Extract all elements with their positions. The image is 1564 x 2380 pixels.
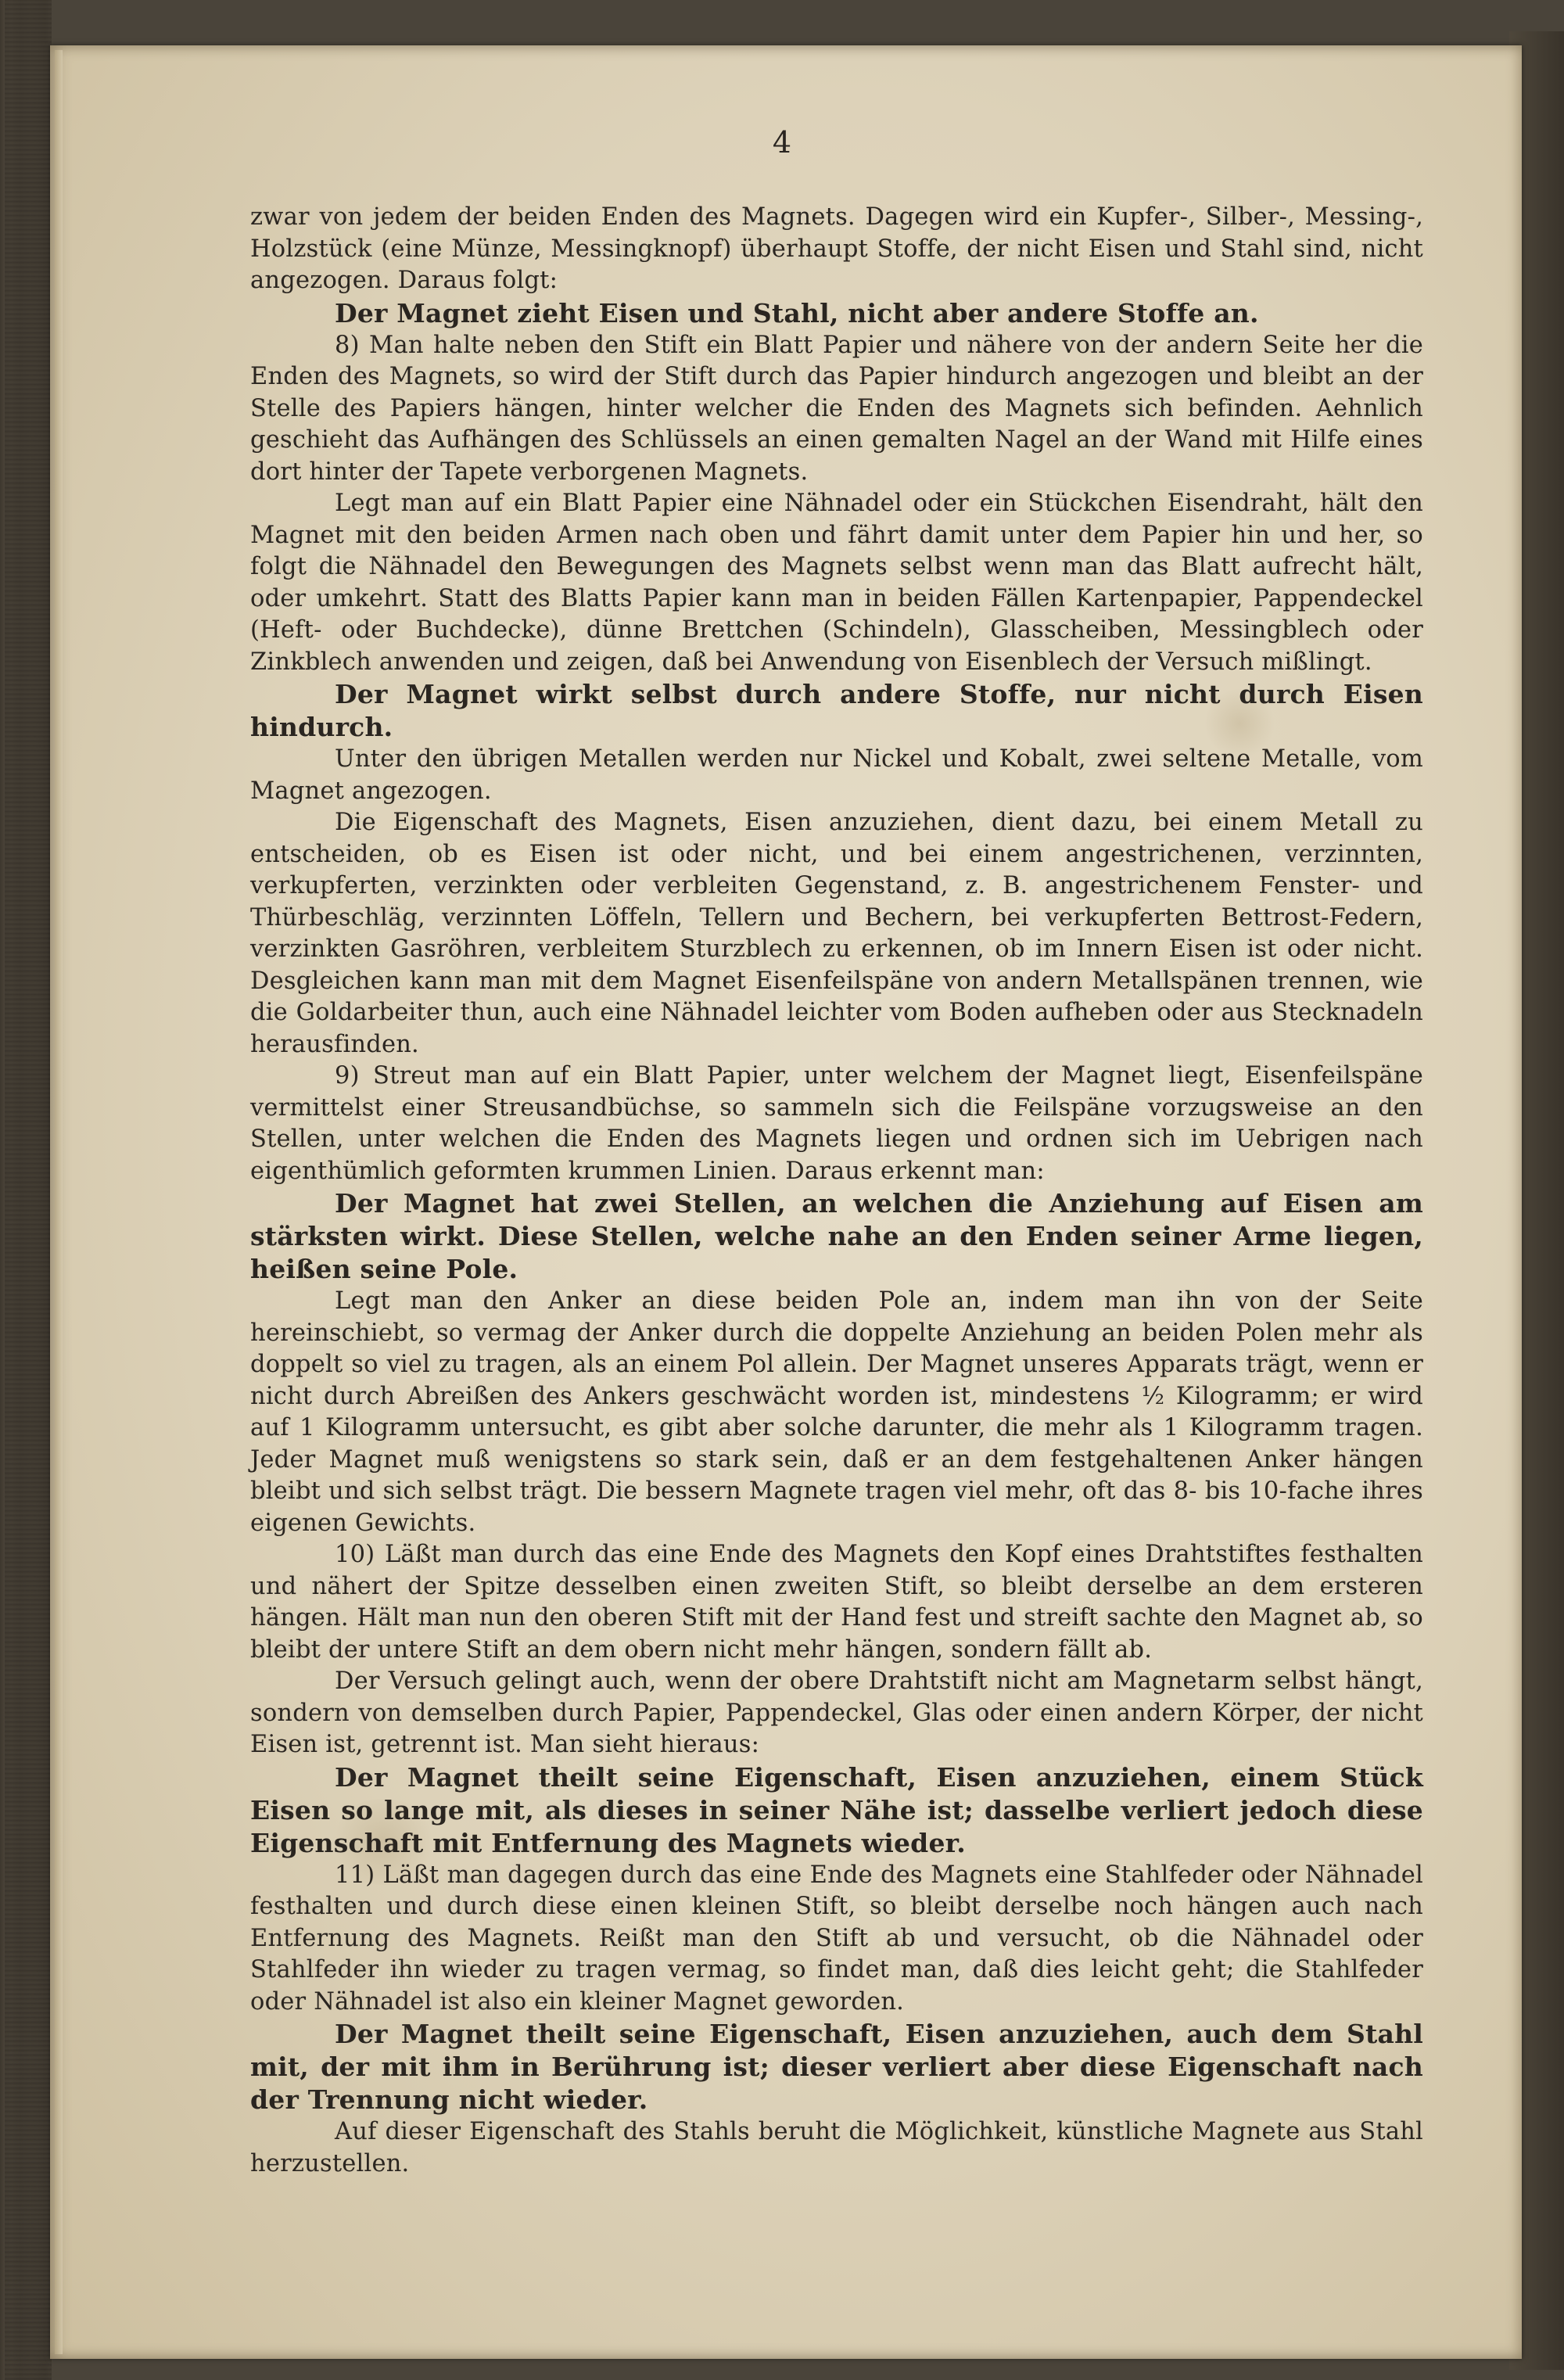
paragraph: Die Eigenschaft des Magnets, Eisen anzuziehen, dient dazu, bei einem Metall zu entscheiden, ob es Eisen ist oder nicht, und bei einem angestrichenen, verzinnten, verkupferten, verzinkten oder verbleiten Gegenstand, z. B. angestrichenem Fenster- und Thürbeschläg, verzinnten Löffeln, Tellern und Bechern, bei verkupferten Bettrost-Federn, verzinkten Gasröhren, verbleitem Sturzblech zu erkennen, ob im Innern Eisen ist oder nicht. Desgleichen kann man mit dem Magnet Eisenfeilspäne von andern Metallspänen trennen, wie die Goldarbeiter thun, auch eine Nähnadel leichter vom Boden aufheben oder aus Stecknadeln herausfinden. <box>250 809 1423 1058</box>
page-body <box>250 202 1423 2180</box>
bold-statement: Der Magnet wirkt selbst durch andere Stoffe, nur nicht durch Eisen hindurch. <box>250 679 1423 742</box>
paragraph: 9) Streut man auf ein Blatt Papier, unter welchem der Magnet liegt, Eisenfeilspäne vermittelst einer Streusandbüchse, so sammeln sich die Feilspäne vorzugsweise an den Stellen, unter welchen die Enden des Magnets liegen und ordnen sich im Uebrigen nach eigenthümlich geformten krummen Linien. Daraus erkennt man: <box>250 1062 1423 1185</box>
bold-statement: Der Magnet zieht Eisen und Stahl, nicht aber andere Stoffe an. <box>335 297 1259 328</box>
paragraph: Auf dieser Eigenschaft des Stahls beruht die Möglichkeit, künstliche Magnete aus Stahl herzustellen. <box>250 2118 1423 2177</box>
paragraph: Unter den übrigen Metallen werden nur Nickel und Kobalt, zwei seltene Metalle, vom Magnet angezogen. <box>250 745 1423 805</box>
bold-statement: Der Magnet theilt seine Eigenschaft, Eisen anzuziehen, auch dem Stahl mit, der mit ihm in Berührung ist; dieser verliert aber diese Eigenschaft nach der Trennung nicht wieder. <box>250 2019 1423 2115</box>
paragraph: Legt man den Anker an diese beiden Pole an, indem man ihn von der Seite hereinschiebt, so vermag der Anker durch die doppelte Anziehung an beiden Polen mehr als doppelt so viel zu tragen, als an einem Pol allein. Der Magnet unseres Apparats trägt, wenn er nicht durch Abreißen des Ankers geschwächt worden ist, mindestens ½ Kilogramm; er wird auf 1 Kilogramm untersucht, es gibt aber solche darunter, die mehr als 1 Kilogramm tragen. Jeder Magnet muß wenigstens so stark sein, daß er an dem festgehaltenen Anker hängen bleibt und sich selbst trägt. Die bessern Magnete tragen viel mehr, oft das 8- bis 10-fache ihres eigenen Gewichts. <box>250 1287 1423 1537</box>
paragraph: 8) Man halte neben den Stift ein Blatt Papier und nähere von der andern Seite her die Enden des Magnets, so wird der Stift durch das Papier hindurch angezogen und bleibt an der Stelle des Papiers hängen, hinter welcher die Enden des Magnets sich befinden. Aehnlich geschieht das Aufhängen des Schlüssels an einen gemalten Nagel an der Wand mit Hilfe eines dort hinter der Tapete verborgenen Magnets. <box>250 331 1423 486</box>
page-number: 4 <box>772 125 792 160</box>
bold-statement: Der Magnet theilt seine Eigenschaft, Eisen anzuziehen, einem Stück Eisen so lange mit, als dieses in seiner Nähe ist; dasselbe verliert jedoch diese Eigenschaft mit Entfernung des Magnets wieder. <box>250 1761 1423 1858</box>
paragraph: Legt man auf ein Blatt Papier eine Nähnadel oder ein Stückchen Eisendraht, hält den Magnet mit den beiden Armen nach oben und fährt damit unter dem Papier hin und her, so folgt die Nähnadel den Bewegungen des Magnets selbst wenn man das Blatt aufrecht hält, oder umkehrt. Statt des Blatts Papier kann man in beiden Fällen Kartenpapier, Pappendeckel (Heft- oder Buchdecke), dünne Brettchen (Schindeln), Glasscheiben, Messingblech oder Zinkblech anwenden und zeigen, daß bei Anwendung von Eisenblech der Versuch mißlingt. <box>250 490 1423 676</box>
page-gutter-shadow <box>55 50 63 2354</box>
paragraph: Der Versuch gelingt auch, wenn der obere Drahtstift nicht am Magnetarm selbst hängt, sondern von demselben durch Papier, Pappendeckel, Glas oder einen andern Körper, der nicht Eisen ist, getrennt ist. Man sieht hieraus: <box>250 1667 1423 1758</box>
paragraph: 11) Läßt man dagegen durch das eine Ende des Magnets eine Stahlfeder oder Nähnadel festhalten und durch diese einen kleinen Stift, so bleibt derselbe noch hängen auch nach Entfernung des Magnets. Reißt man den Stift ab und versucht, ob die Nähnadel oder Stahlfeder ihn wieder zu tragen vermag, so findet man, daß dies leicht geht; die Stahlfeder oder Nähnadel ist also ein kleiner Magnet geworden. <box>250 1861 1423 2016</box>
paragraph: 10) Läßt man durch das eine Ende des Magnets den Kopf eines Drahtstiftes festhalten und nähert der Spitze desselben einen zweiten Stift, so bleibt derselbe an dem ersteren hängen. Hält man nun den oberen Stift mit der Hand fest und streift sachte den Magnet ab, so bleibt der untere Stift an dem obern nicht mehr hängen, sondern fällt ab. <box>250 1541 1423 1664</box>
bold-statement: Der Magnet hat zwei Stellen, an welchen die Anziehung auf Eisen am stärksten wirkt. Diese Stellen, welche nahe an den Enden seiner Arme liegen, heißen seine Pole. <box>250 1188 1423 1284</box>
paragraph: zwar von jedem der beiden Enden des Magnets. Dagegen wird ein Kupfer-, Silber-, Messing-, Holzstück (eine Münze, Messingknopf) überhaupt Stoffe, der nicht Eisen und Stahl sind, nicht angezogen. Daraus folgt: <box>250 203 1423 294</box>
book-binding <box>5 0 52 2380</box>
